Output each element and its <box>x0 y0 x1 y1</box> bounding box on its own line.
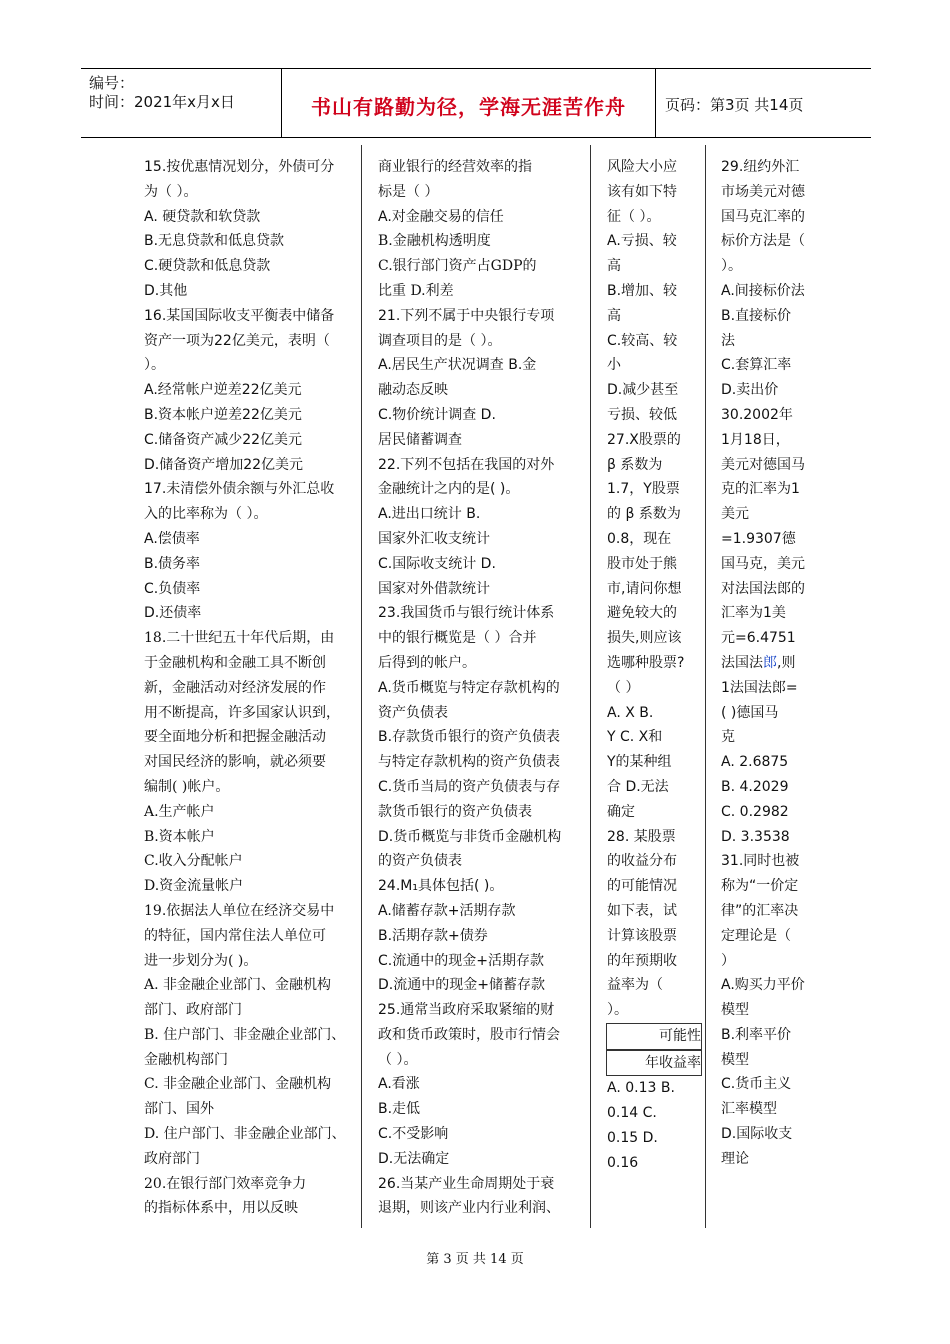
question-line: D.卖出价 <box>721 382 779 399</box>
question-line: 26.当某产业生命周期处于衰 <box>378 1175 555 1192</box>
question-line: 益率为（ <box>607 977 663 994</box>
question-line: 17.未清偿外债余额与外汇总收 <box>144 481 335 498</box>
question-line: 该有如下特 <box>607 183 677 200</box>
question-line: 高 <box>607 258 621 275</box>
question-column-1 <box>144 155 354 1221</box>
question-line: D.无法确定 <box>378 1150 450 1167</box>
question-line: C.货币主义 <box>721 1076 792 1093</box>
question-line: 股市处于熊 <box>607 555 677 572</box>
question-column-4 <box>721 155 813 1172</box>
question-line: 0.16 <box>607 1154 639 1171</box>
question-line: （ ） <box>607 679 640 696</box>
question-line: 融动态反映 <box>378 382 448 399</box>
question-line: 要全面地分析和把握金融活动 <box>144 729 326 746</box>
question-line: 资产一项为22亿美元，表明（ <box>144 332 330 349</box>
question-line: A. 0.13 B. <box>607 1080 675 1097</box>
question-line: 美元 <box>721 506 749 523</box>
question-line: 商业银行的经营效率的指 <box>378 159 532 175</box>
question-line: B.债务率 <box>144 555 201 572</box>
question-line: 损失,则应该 <box>607 630 682 647</box>
question-line: D.储备资产增加22亿美元 <box>144 456 304 473</box>
question-line: 31.同时也被 <box>721 853 800 870</box>
question-line: B.存款货币银行的资产负债表 <box>378 729 561 746</box>
question-line: 编制( )帐户。 <box>144 778 230 795</box>
question-line: 29.纽约外汇 <box>721 159 800 175</box>
question-line: 政和货币政策时，股市行情会 <box>378 1026 560 1043</box>
question-line: 高 <box>607 307 621 324</box>
question-line: 可能性 <box>606 1023 702 1050</box>
question-line: 理论 <box>721 1150 749 1167</box>
question-line: 亏损、较低 <box>607 406 677 423</box>
question-line: 25.通常当政府采取紧缩的财 <box>378 1002 555 1019</box>
question-line: 市,请问你想 <box>607 580 682 597</box>
question-line: 的年预期收 <box>607 952 677 969</box>
question-line: C. 非金融企业部门、金融机构 <box>144 1076 332 1093</box>
question-line: Y C. X和 <box>607 729 663 746</box>
motto: 书山有路勤为径，学海无涯苦作舟 <box>311 95 626 119</box>
question-line: 中的银行概览是（ ）合并 <box>378 630 537 647</box>
question-line: B.直接标价 <box>721 307 792 324</box>
question-line: 汇率模型 <box>721 1101 777 1118</box>
question-line: 0.15 D. <box>607 1130 658 1147</box>
question-line: 律”的汇率决 <box>721 902 799 919</box>
question-line: 对国民经济的影响，就必须要 <box>144 754 326 771</box>
question-line: C.物价统计调查 D. <box>378 406 496 423</box>
question-line: D. 3.3538 <box>721 828 790 845</box>
question-line: 用不断提高，许多国家认识到， <box>144 704 340 721</box>
header-page-cell <box>655 69 871 137</box>
question-column-3 <box>607 155 705 1176</box>
question-line: 合 D.无法 <box>607 778 669 795</box>
question-line: 国家外汇收支统计 <box>378 530 490 547</box>
question-line: ）。 <box>144 357 165 374</box>
question-line: 0.8，现在 <box>607 530 672 547</box>
question-line: C.储备资产减少22亿美元 <box>144 431 303 448</box>
question-line: 汇率为1美 <box>721 605 786 622</box>
question-line: 27.X股票的 <box>607 431 681 448</box>
question-line: β 系数为 <box>607 456 663 473</box>
question-line: A.进出口统计 B. <box>378 506 481 523</box>
question-line: A. 2.6875 <box>721 754 789 771</box>
question-line: D.国际收支 <box>721 1126 793 1143</box>
question-line: 入的比率称为（ ）。 <box>144 506 268 523</box>
question-line: B.资本帐户 <box>144 828 215 845</box>
question-line: 与特定存款机构的资产负债表 <box>378 754 560 771</box>
question-line: A.生产帐户 <box>144 803 215 820</box>
question-line: ）。 <box>721 258 742 275</box>
question-line: 30.2002年 <box>721 406 793 423</box>
question-line: 美元对德国马 <box>721 456 805 473</box>
column-divider <box>705 145 706 1228</box>
question-line: 元=6.4751 <box>721 630 796 647</box>
question-line: C.货币当局的资产负债表与存 <box>378 778 561 795</box>
question-line: A.偿债率 <box>144 530 200 547</box>
question-line: 模型 <box>721 1051 749 1068</box>
question-line: ） <box>721 952 735 969</box>
question-line: 金融统计之内的是( )。 <box>378 481 520 498</box>
question-line: A.货币概览与特定存款机构的 <box>378 679 560 696</box>
line-text: 法国法 <box>721 654 763 671</box>
question-line: C.流通中的现金+活期存款 <box>378 952 544 969</box>
question-line: 0.14 C. <box>607 1105 657 1122</box>
question-line: D.还债率 <box>144 605 202 622</box>
line-text: ,则 <box>777 654 796 671</box>
question-line: 法 <box>721 332 735 349</box>
question-line: 市场美元对德 <box>721 183 805 200</box>
question-line: A.亏损、较 <box>607 233 677 250</box>
question-line: D.流通中的现金+储蓄存款 <box>378 977 545 994</box>
question-line: 定理论是（ <box>721 927 791 944</box>
question-line: 新，金融活动对经济发展的作 <box>144 679 326 696</box>
question-line: 为（ ）。 <box>144 183 198 200</box>
question-line: D. 住户部门、非金融企业部门、 <box>144 1126 346 1143</box>
header-motto-cell <box>281 69 656 137</box>
question-line: B.增加、较 <box>607 282 678 299</box>
question-line: 退期，则该产业内行业利润、 <box>378 1200 560 1217</box>
question-line: 18.二十世纪五十年代后期，由 <box>144 630 335 647</box>
question-line: D.减少甚至 <box>607 382 679 399</box>
page-footer: 第 3 页 共 14 页 <box>426 1252 524 1267</box>
question-line: A. 非金融企业部门、金融机构 <box>144 977 332 994</box>
question-line: B.资本帐户逆差22亿美元 <box>144 406 302 423</box>
question-line: A.购买力平价 <box>721 977 805 994</box>
question-line: 16.某国国际收支平衡表中储备 <box>144 307 335 324</box>
question-line: 的 β 系数为 <box>607 506 681 523</box>
question-line: 政府部门 <box>144 1150 200 1167</box>
page-number: 页码：第3页 共14页 <box>665 96 804 114</box>
question-line: C.银行部门资产占GDP的 <box>378 258 537 275</box>
question-line: 21.下列不属于中央银行专项 <box>378 307 555 324</box>
question-line: 国马克，美元 <box>721 555 805 572</box>
question-line: 15.按优惠情况划分，外债可分 <box>144 159 335 175</box>
question-line: 克的汇率为1 <box>721 481 800 498</box>
question-line: C.硬贷款和低息贷款 <box>144 258 271 275</box>
question-line: 于金融机构和金融工具不断创 <box>144 654 326 671</box>
question-line: 国家对外借款统计 <box>378 580 490 597</box>
question-line: 调查项目的是（ ）。 <box>378 332 502 349</box>
question-line: 选哪种股票? <box>607 654 685 671</box>
question-line: 19.依据法人单位在经济交易中 <box>144 902 335 919</box>
question-line: A.居民生产状况调查 B.金 <box>378 357 537 374</box>
question-line: B.活期存款+债券 <box>378 927 488 944</box>
question-line: 模型 <box>721 1002 749 1019</box>
question-line: 进一步划分为( )。 <box>144 952 258 969</box>
time-label: 时间：2021年x月x日 <box>89 93 235 111</box>
question-line: ( )德国马 <box>721 704 779 721</box>
column-divider <box>590 145 591 1228</box>
page-header <box>81 68 871 138</box>
column-divider <box>361 145 362 1228</box>
question-line: D.其他 <box>144 282 188 299</box>
question-line: 称为“一价定 <box>721 878 799 895</box>
question-line: 的特征，国内常住法人单位可 <box>144 927 326 944</box>
question-line: 避免较大的 <box>607 605 677 622</box>
question-line: 22.下列不包括在我国的对外 <box>378 456 555 473</box>
question-line: C. 0.2982 <box>721 803 789 820</box>
question-line: 计算该股票 <box>607 927 677 944</box>
code-label: 编号： <box>89 74 135 92</box>
question-line: 的指标体系中，用以反映 <box>144 1200 298 1217</box>
question-line: B.金融机构透明度 <box>378 233 491 250</box>
question-line: A.间接标价法 <box>721 282 805 299</box>
question-line: 居民储蓄调查 <box>378 431 462 448</box>
question-line: 的可能情况 <box>607 878 677 895</box>
question-line: 的资产负债表 <box>378 853 462 870</box>
question-line: （ ）。 <box>378 1051 418 1068</box>
question-line: 标价方法是（ <box>721 233 805 250</box>
question-line: C.套算汇率 <box>721 357 792 374</box>
question-column-2 <box>378 155 583 1221</box>
question-line: A.对金融交易的信任 <box>378 208 504 225</box>
question-line: B.无息贷款和低息贷款 <box>144 233 285 250</box>
question-line: C.负债率 <box>144 580 201 597</box>
question-line: 年收益率 <box>606 1050 702 1077</box>
question-line: 小 <box>607 357 621 374</box>
header-info <box>81 69 281 137</box>
question-line: C.较高、较 <box>607 332 678 349</box>
question-line: 风险大小应 <box>607 159 677 175</box>
question-line: 征（ ）。 <box>607 208 661 225</box>
question-line: 1.7，Y股票 <box>607 481 680 498</box>
question-line: 款货币银行的资产负债表 <box>378 803 532 820</box>
question-line: =1.9307德 <box>721 530 796 547</box>
question-line: 的收益分布 <box>607 853 677 870</box>
question-line: C.不受影响 <box>378 1126 449 1143</box>
question-line: 标是（ ） <box>378 183 439 200</box>
question-line: A.经常帐户逆差22亿美元 <box>144 382 302 399</box>
question-line: 部门、国外 <box>144 1101 214 1118</box>
question-line: B. 住户部门、非金融企业部门、 <box>144 1026 346 1043</box>
question-line: 金融机构部门 <box>144 1051 228 1068</box>
question-line: A. X B. <box>607 704 654 721</box>
question-line: 如下表，试 <box>607 902 677 919</box>
question-line: B. 4.2029 <box>721 778 789 795</box>
question-line: C.国际收支统计 D. <box>378 555 496 572</box>
question-line: 确定 <box>607 803 635 820</box>
question-line: 28. 某股票 <box>607 828 676 845</box>
question-line: A.储蓄存款+活期存款 <box>378 902 516 919</box>
question-line: 24.M₁具体包括( )。 <box>378 878 504 895</box>
question-line: 比重 D.利差 <box>378 282 454 299</box>
question-line: 克 <box>721 729 735 746</box>
question-line: 对法国法郎的 <box>721 580 805 597</box>
question-line: 1法国法郎= <box>721 679 798 696</box>
question-line: A.看涨 <box>378 1076 420 1093</box>
question-line: 20.在银行部门效率竞争力 <box>144 1175 307 1192</box>
question-line <box>721 651 813 676</box>
question-line: 1月18日， <box>721 431 790 448</box>
hyperlink[interactable]: 郎 <box>763 654 777 671</box>
question-line: A. 硬贷款和软贷款 <box>144 208 261 225</box>
question-line: C.收入分配帐户 <box>144 853 243 870</box>
question-line: Y的某种组 <box>607 754 672 771</box>
question-line: D.货币概览与非货币金融机构 <box>378 828 562 845</box>
question-line: B.走低 <box>378 1101 421 1118</box>
question-line: B.利率平价 <box>721 1026 792 1043</box>
question-line: 国马克汇率的 <box>721 208 805 225</box>
question-line: 部门、政府部门 <box>144 1002 242 1019</box>
question-line: 资产负债表 <box>378 704 448 721</box>
question-line: 后得到的帐户。 <box>378 654 476 671</box>
question-line: 23.我国货币与银行统计体系 <box>378 605 555 622</box>
question-line: D.资金流量帐户 <box>144 878 244 895</box>
question-line: ）。 <box>607 1002 628 1019</box>
